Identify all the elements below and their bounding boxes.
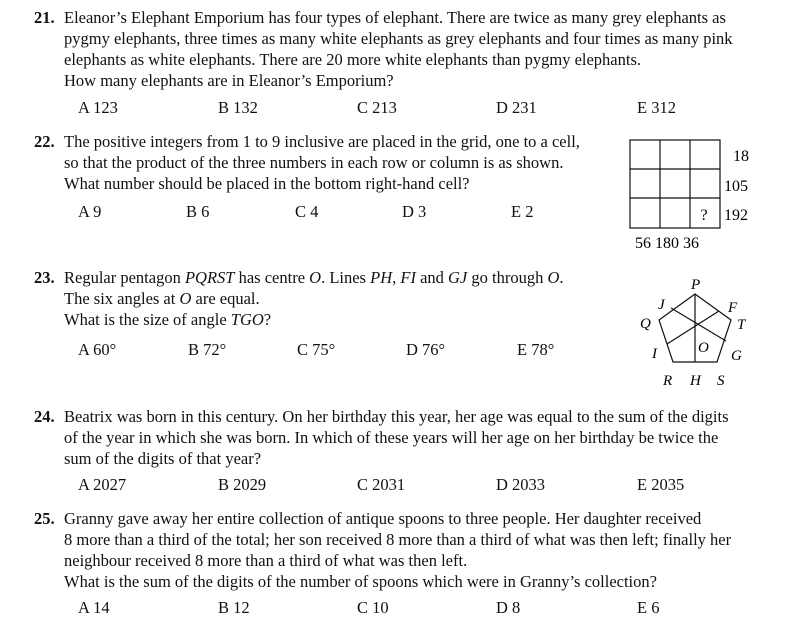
question-text-line: neighbour received 8 more than a third of what was then left. bbox=[64, 551, 468, 570]
answer-option-d[interactable]: D 231 bbox=[496, 98, 537, 117]
question-number: 22. bbox=[34, 132, 55, 151]
question-number: 23. bbox=[34, 268, 55, 287]
question-text-line: What is the size of angle TGO? bbox=[64, 310, 272, 329]
answer-option-c[interactable]: C 10 bbox=[357, 598, 389, 617]
question-text-line: pygmy elephants, three times as many white elephants as grey elephants and four times as many pink bbox=[64, 29, 733, 48]
question-text-line: What number should be placed in the bottom right-hand cell? bbox=[64, 174, 470, 193]
answer-option-a[interactable]: A 9 bbox=[78, 202, 102, 221]
question-number: 21. bbox=[34, 8, 55, 27]
grid-unknown-cell: ? bbox=[700, 207, 708, 224]
answer-option-a[interactable]: A 60° bbox=[78, 340, 117, 359]
question-text-line: 8 more than a third of the total; her son received 8 more than a third of what was then left; finally her bbox=[64, 530, 732, 549]
label-H: H bbox=[690, 373, 701, 389]
question-text-line: Beatrix was born in this century. On her birthday this year, her age was equal to the sum of the digits bbox=[64, 407, 729, 426]
label-S: S bbox=[717, 373, 725, 389]
answer-option-e[interactable]: E 6 bbox=[637, 598, 660, 617]
label-F: F bbox=[728, 300, 738, 316]
label-J: J bbox=[658, 297, 665, 313]
answer-option-d[interactable]: D 8 bbox=[496, 598, 521, 617]
answer-option-c[interactable]: C 213 bbox=[357, 98, 397, 117]
answer-option-e[interactable]: E 312 bbox=[637, 98, 676, 117]
label-T: T bbox=[737, 317, 746, 333]
question-text-line: Regular pentagon PQRST has centre O. Lines PH, FI and GJ go through O. bbox=[64, 268, 564, 287]
answer-option-d[interactable]: D 3 bbox=[402, 202, 427, 221]
question-number: 24. bbox=[34, 407, 55, 426]
answer-option-c[interactable]: C 2031 bbox=[357, 475, 406, 494]
question-text-line: of the year in which she was born. In which of these years will her age on her birthday be twice the bbox=[64, 428, 719, 447]
answer-option-b[interactable]: B 12 bbox=[218, 598, 250, 617]
column-products: 56 180 36 bbox=[635, 235, 699, 252]
answer-option-d[interactable]: D 2033 bbox=[496, 475, 546, 494]
label-I: I bbox=[652, 346, 657, 362]
question-text-line: The positive integers from 1 to 9 inclusive are placed in the grid, one to a cell, bbox=[64, 132, 580, 151]
answer-option-b[interactable]: B 72° bbox=[188, 340, 227, 359]
question-text-line: sum of the digits of that year? bbox=[64, 449, 262, 468]
question-text-line: What is the sum of the digits of the number of spoons which were in Granny’s collection? bbox=[64, 572, 657, 591]
answer-option-e[interactable]: E 78° bbox=[517, 340, 555, 359]
pentagon-diagram bbox=[630, 272, 760, 396]
answer-option-b[interactable]: B 132 bbox=[218, 98, 258, 117]
question-text-line: Granny gave away her entire collection of antique spoons to three people. Her daughter received bbox=[64, 509, 702, 528]
answer-option-e[interactable]: E 2 bbox=[511, 202, 534, 221]
label-G: G bbox=[731, 348, 742, 364]
question-number: 25. bbox=[34, 509, 55, 528]
answer-option-a[interactable]: A 2027 bbox=[78, 475, 127, 494]
answer-option-b[interactable]: B 2029 bbox=[218, 475, 267, 494]
product-grid-diagram bbox=[620, 132, 790, 256]
answer-option-c[interactable]: C 4 bbox=[295, 202, 319, 221]
question-text-line: so that the product of the three numbers in each row or column is as shown. bbox=[64, 153, 564, 172]
answer-option-d[interactable]: D 76° bbox=[406, 340, 446, 359]
label-R: R bbox=[663, 373, 673, 389]
row-product-3: 192 bbox=[724, 207, 748, 224]
row-product-2: 105 bbox=[724, 178, 748, 195]
label-Q: Q bbox=[640, 316, 651, 332]
label-O: O bbox=[698, 340, 709, 356]
question-text-line: Eleanor’s Elephant Emporium has four types of elephant. There are twice as many grey elephants as bbox=[64, 8, 726, 27]
label-P: P bbox=[691, 277, 701, 293]
question-text-line: elephants as white elephants. There are 20 more white elephants than pygmy elephants. bbox=[64, 50, 642, 69]
answer-option-c[interactable]: C 75° bbox=[297, 340, 336, 359]
answer-option-a[interactable]: A 123 bbox=[78, 98, 118, 117]
question-text-line: The six angles at O are equal. bbox=[64, 289, 260, 308]
row-product-1: 18 bbox=[733, 148, 749, 165]
answer-option-a[interactable]: A 14 bbox=[78, 598, 110, 617]
question-text-line: How many elephants are in Eleanor’s Emporium? bbox=[64, 71, 394, 90]
answer-option-b[interactable]: B 6 bbox=[186, 202, 210, 221]
answer-option-e[interactable]: E 2035 bbox=[637, 475, 685, 494]
